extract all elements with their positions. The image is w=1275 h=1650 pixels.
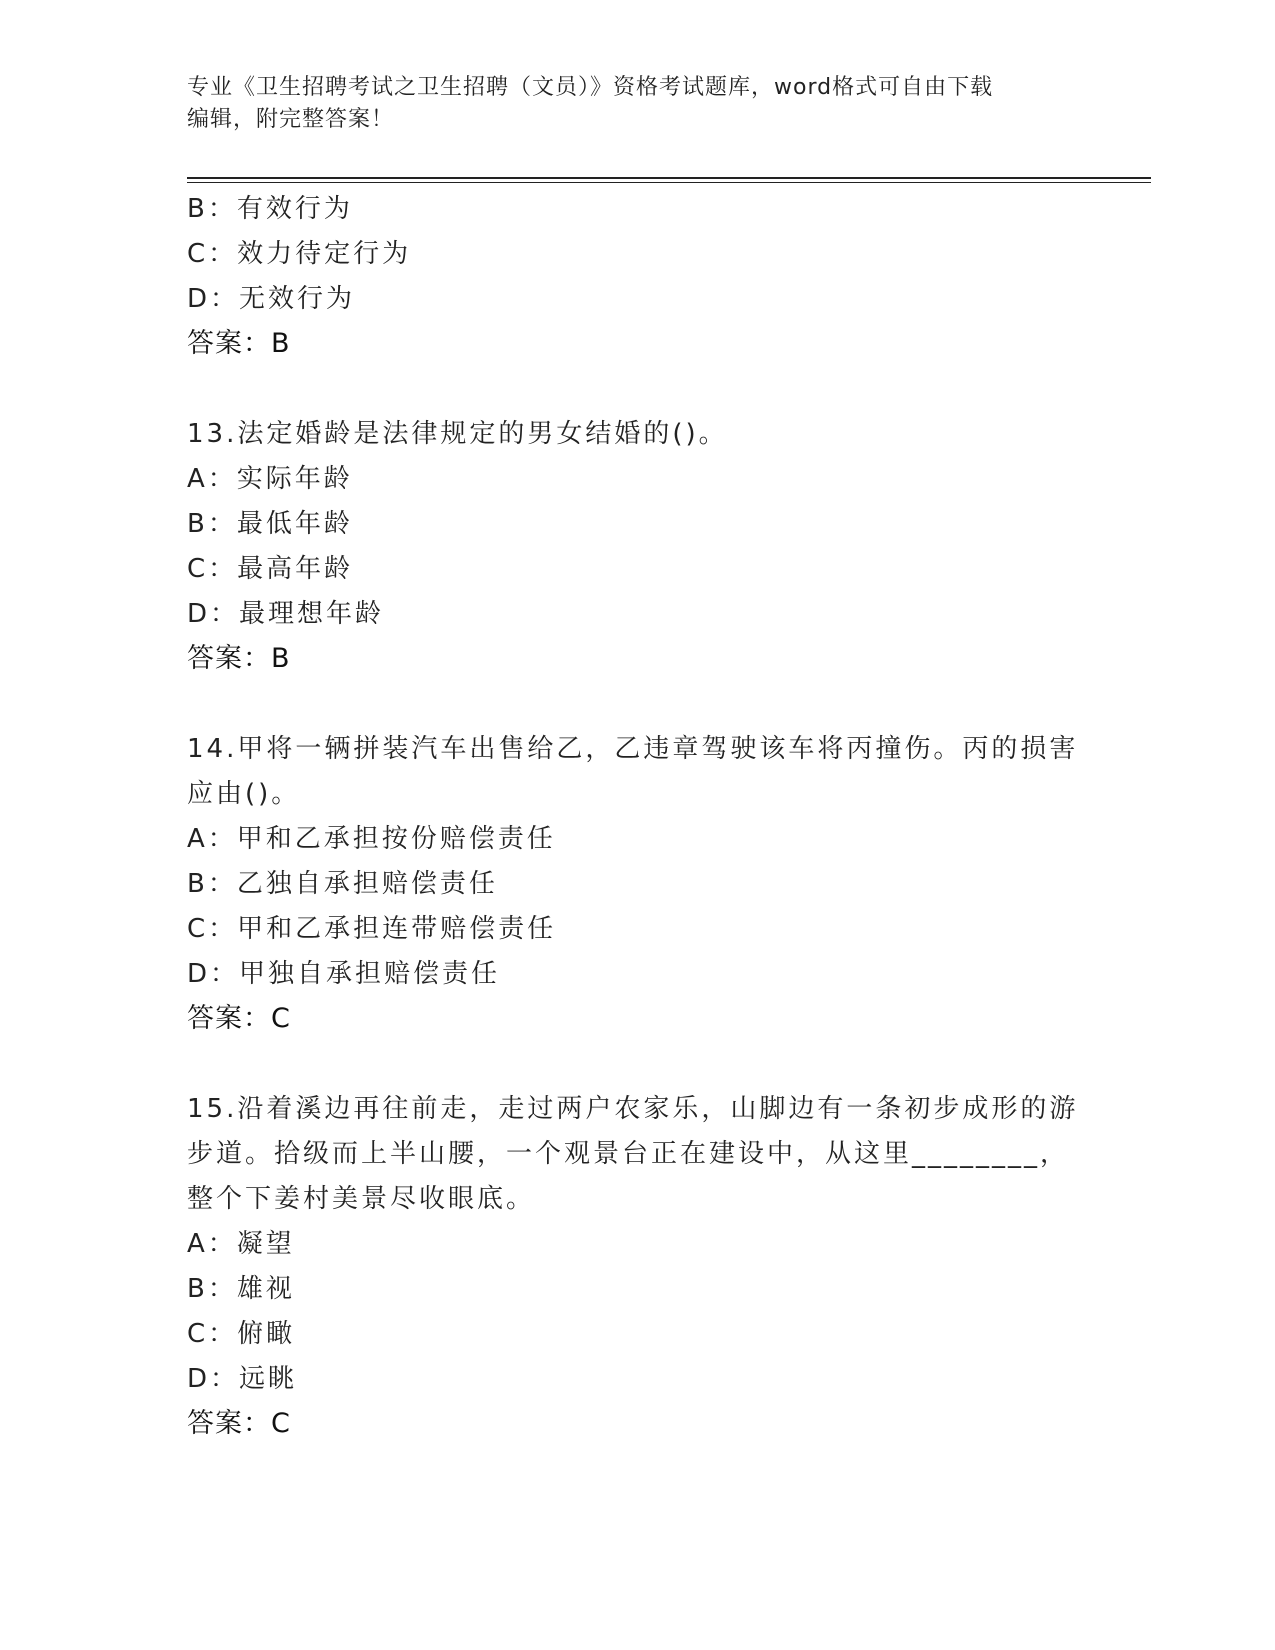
- q15-stem-line-3: 整个下姜村美景尽收眼底。: [187, 1184, 536, 1214]
- q13-answer: 答案：B: [187, 643, 291, 674]
- q15-option-c: C：俯瞰: [187, 1319, 296, 1349]
- prev-option-b: B：有效行为: [187, 194, 353, 224]
- q14-option-d: D：甲独自承担赔偿责任: [187, 959, 501, 989]
- q14-stem-line-1: 14.甲将一辆拼装汽车出售给乙，乙违章驾驶该车将丙撞伤。丙的损害: [187, 734, 1079, 764]
- q15-stem-line-2: 步道。拾级而上半山腰，一个观景台正在建设中，从这里________，: [187, 1139, 1070, 1169]
- prev-option-d: D：无效行为: [187, 284, 356, 314]
- header-line-1: 专业《卫生招聘考试之卫生招聘（文员）》资格考试题库，word格式可自由下载: [187, 75, 994, 100]
- header-line-2: 编辑，附完整答案！: [187, 107, 395, 132]
- document-header: [187, 72, 1067, 136]
- q15-option-b: B：雄视: [187, 1274, 295, 1304]
- q13-option-c: C：最高年龄: [187, 554, 354, 584]
- prev-answer: 答案：B: [187, 328, 291, 359]
- q14-option-b: B：乙独自承担赔偿责任: [187, 869, 498, 899]
- header-rule-thin: [187, 182, 1151, 183]
- prev-option-c: C：效力待定行为: [187, 239, 412, 269]
- q15-stem-line-1: 15.沿着溪边再往前走，走过两户农家乐，山脚边有一条初步成形的游: [187, 1094, 1079, 1124]
- q13-option-b: B：最低年龄: [187, 509, 353, 539]
- q14-stem-line-2: 应由()。: [187, 779, 301, 809]
- q15-answer: 答案：C: [187, 1408, 291, 1439]
- q14-option-a: A：甲和乙承担按份赔偿责任: [187, 824, 556, 854]
- q13-option-a: A：实际年龄: [187, 464, 353, 494]
- q14-answer: 答案：C: [187, 1003, 291, 1034]
- header-rule-thick: [187, 177, 1151, 179]
- q13-stem: 13.法定婚龄是法律规定的男女结婚的()。: [187, 419, 728, 449]
- q15-option-a: A：凝望: [187, 1229, 295, 1259]
- q15-option-d: D：远眺: [187, 1364, 298, 1394]
- q14-option-c: C：甲和乙承担连带赔偿责任: [187, 914, 557, 944]
- q13-option-d: D：最理想年龄: [187, 599, 385, 629]
